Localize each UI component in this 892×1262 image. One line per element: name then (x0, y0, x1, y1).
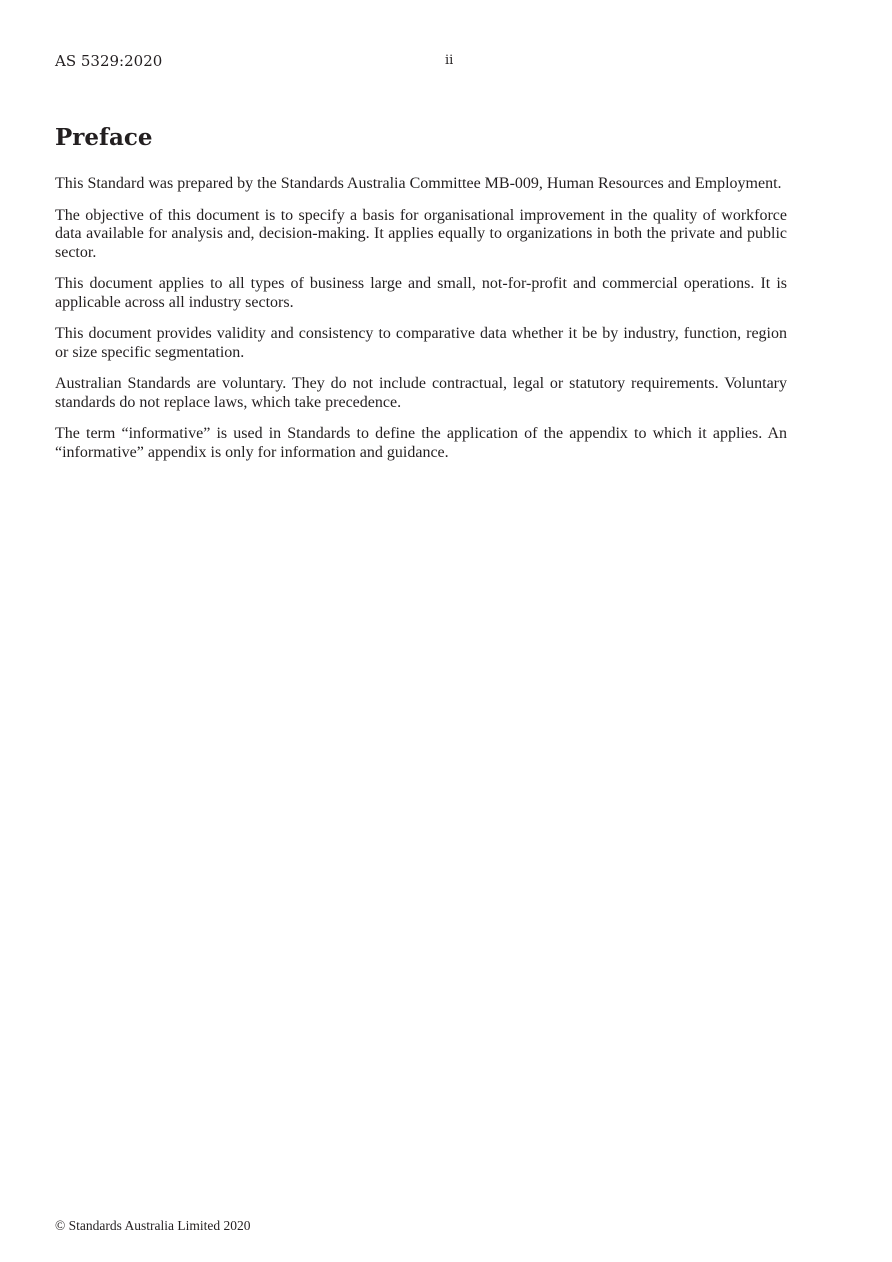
page-header (55, 51, 787, 71)
paragraph-objective: The objective of this document is to specify a basis for organisational improvement in the quality of workforce data available for analysis and, decision-making. It applies equally to organizations in both the private and public sector. (55, 206, 787, 261)
document-identifier: AS 5329:2020 (55, 52, 163, 70)
copyright-footer: © Standards Australia Limited 2020 (55, 1218, 251, 1233)
preface-section (55, 123, 787, 475)
paragraph-applicability: This document applies to all types of business large and small, not-for-profit and commercial operations. It is applicable across all industry sectors. (55, 275, 787, 311)
page-number: ii (445, 53, 454, 68)
paragraph-committee: This Standard was prepared by the Standards Australia Committee MB-009, Human Resources and Employment. (55, 175, 782, 192)
paragraph-validity: This document provides validity and consistency to comparative data whether it be by industry, function, region or size specific segmentation. (55, 325, 787, 361)
section-title: Preface (55, 124, 153, 151)
paragraph-voluntary: Australian Standards are voluntary. They do not include contractual, legal or statutory requirements. Voluntary standards do not replace laws, which take precedence. (55, 375, 787, 411)
paragraph-informative: The term “informative” is used in Standards to define the application of the appendix to which it applies. An “informative” appendix is only for information and guidance. (55, 425, 787, 461)
